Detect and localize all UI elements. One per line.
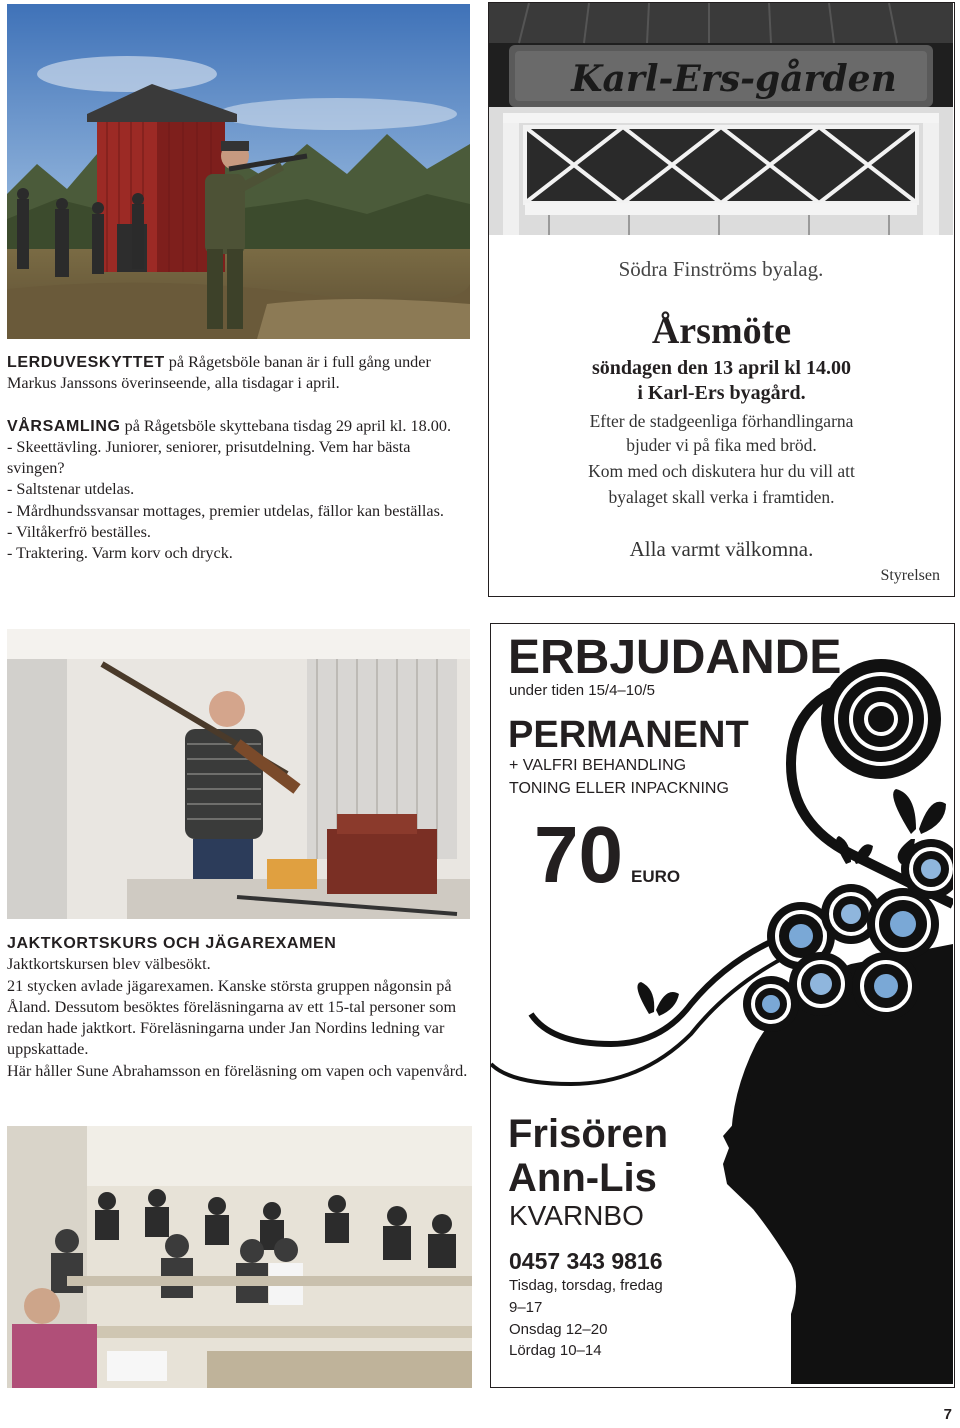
photo-clay-shooting xyxy=(7,4,470,339)
jaktkort-heading-line xyxy=(7,933,469,954)
arsmote-body-line: bjuder vi på fika med bröd. xyxy=(626,435,817,455)
ad-extra-line: TONING ELLER INPACKNING xyxy=(509,780,729,797)
salon-hours-line: Onsdag 12–20 xyxy=(509,1321,608,1338)
jaktkort-line: Här håller Sune Abrahamsson en föreläsning om vapen och vapenvård. xyxy=(7,1061,468,1080)
salon-name-line1: Frisören xyxy=(508,1112,669,1156)
photo-classroom xyxy=(7,1126,472,1388)
arsmote-date: söndagen den 13 april kl 14.00 xyxy=(592,357,851,379)
jaktkort-heading: JAKTKORTSKURS OCH JÄGAREXAMEN xyxy=(7,935,337,952)
varsamling-item: - Traktering. Varm korv och dryck. xyxy=(7,544,233,563)
clay-shooting-text xyxy=(7,352,469,565)
arsmote-body-line: Kom med och diskutera hur du vill att xyxy=(588,461,855,481)
ad-extra-line: + VALFRI BEHANDLING xyxy=(509,757,687,774)
varsamling-text: på Rågetsböle skyttebana tisdag 29 april kl. 18.00. xyxy=(120,416,451,435)
varsamling-item: - Skeettävling. Juniorer, seniorer, prisutdelning. Vem har bästa svingen? xyxy=(7,437,411,478)
org-name: Södra Finströms byalag. xyxy=(618,257,824,281)
spacer xyxy=(7,395,469,416)
ad-headline: ERBJUDANDE xyxy=(508,631,842,684)
lerduve-text: på Rågetsböle banan är i full gång under Markus Janssons överinseende, alla tisdagar i april. xyxy=(7,353,431,393)
varsamling-paragraph xyxy=(7,416,469,437)
ad-currency: EURO xyxy=(631,867,681,886)
varsamling-heading: VÅRSAMLING xyxy=(7,417,121,435)
photo-karl-ers-sign xyxy=(489,3,953,235)
page-number: 7 xyxy=(943,1406,952,1423)
ad-period: under tiden 15/4–10/5 xyxy=(509,682,655,699)
karl-ers-sign-text: Karl-Ers-gården xyxy=(571,58,897,100)
varsamling-item: - Saltstenar utdelas. xyxy=(7,480,135,499)
salon-hours-line: 9–17 xyxy=(509,1299,543,1316)
arsmote-title: Årsmöte xyxy=(651,310,792,352)
varsamling-item: - Mårdhundssvansar mottages, premier utdelas, fällor kan beställas. xyxy=(7,501,444,520)
salon-phone: 0457 343 9816 xyxy=(509,1248,663,1274)
ad-service: PERMANENT xyxy=(508,714,749,756)
varsamling-item: - Viltåkerfrö beställes. xyxy=(7,523,151,542)
arsmote-signature: Styrelsen xyxy=(880,567,940,584)
arsmote-welcome: Alla varmt välkomna. xyxy=(629,537,814,561)
arsmote-body-line: byalaget skall verka i framtiden. xyxy=(608,487,835,507)
jaktkort-line: Jaktkortskursen blev välbesökt. xyxy=(7,955,211,974)
salon-hours-line: Lördag 10–14 xyxy=(509,1342,602,1359)
hairdresser-ad xyxy=(490,623,955,1388)
salon-hours-line: Tisdag, torsdag, fredag xyxy=(509,1277,663,1294)
lerduve-paragraph xyxy=(7,352,469,395)
ad-price: 70 xyxy=(534,810,623,899)
lerduve-heading: LERDUVESKYTTET xyxy=(7,354,165,371)
salon-location: KVARNBO xyxy=(509,1200,644,1231)
arsmote-notice xyxy=(488,2,955,597)
salon-name-line2: Ann-Lis xyxy=(508,1156,657,1200)
jaktkort-text xyxy=(7,933,469,1082)
jaktkort-line: 21 stycken avlade jägarexamen. Kanske största gruppen någonsin på Åland. Dessutom besöktes föreläsningarna av ett 15-tal personer som redan hade jaktkort. Föreläsningarna under Jan Nordins ledning var uppskattade. xyxy=(7,976,457,1059)
arsmote-body-line: Efter de stadgeenliga förhandlingarna xyxy=(589,411,854,431)
photo-weapons-lecture xyxy=(7,629,470,919)
arsmote-place: i Karl-Ers byagård. xyxy=(637,382,806,404)
